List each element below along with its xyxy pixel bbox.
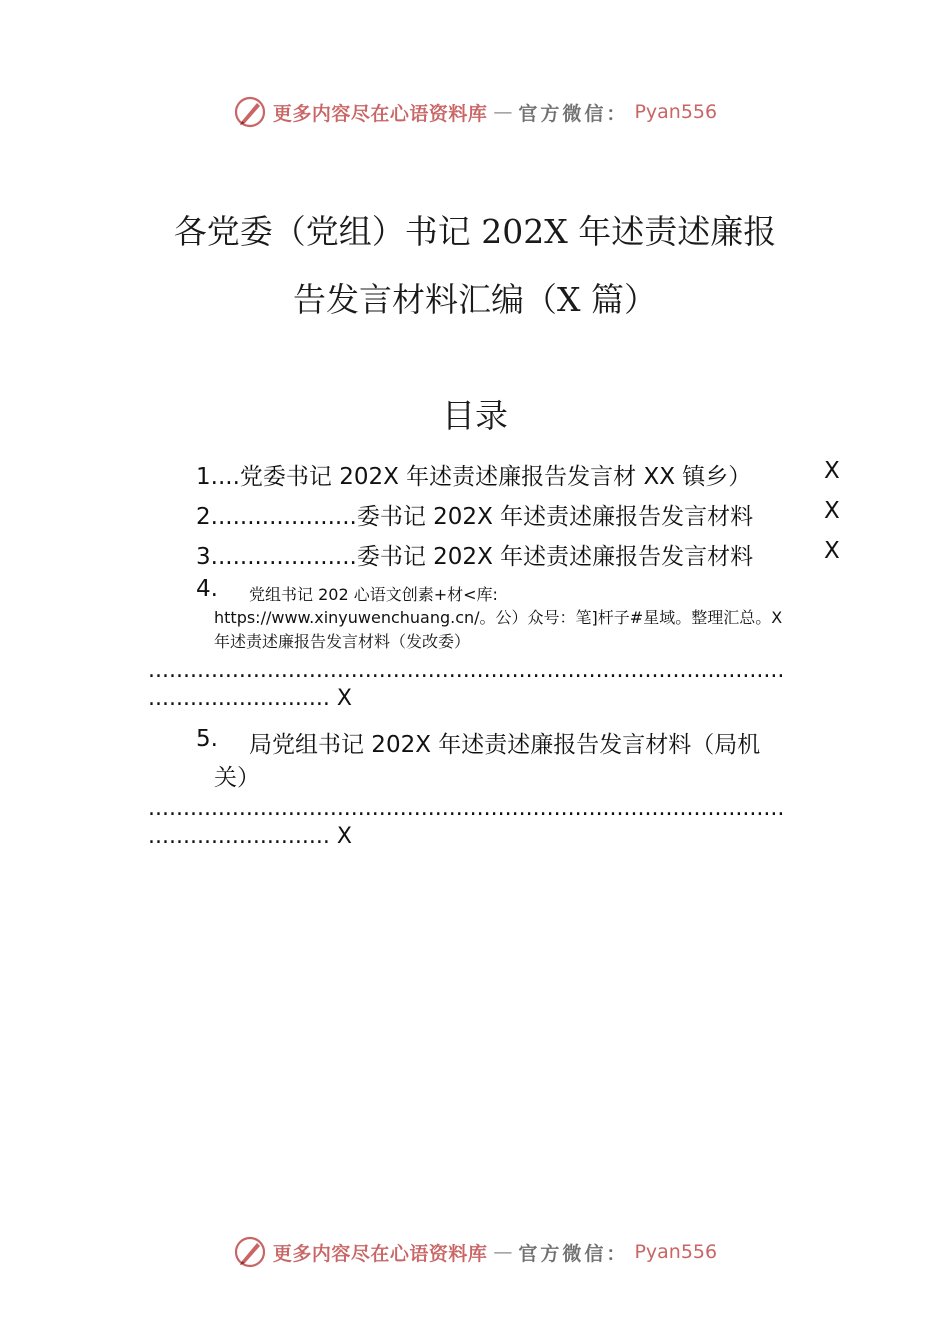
toc-item-3-page: X	[824, 538, 840, 564]
toc-item-5-leader-dots: ...........................................................................................	[148, 796, 785, 821]
document-title-line1: 各党委（党组）书记 202X 年述责述廉报	[173, 212, 777, 251]
toc-item-4-line3: 年述责述廉报告发言材料（发改委）	[214, 632, 471, 651]
toc-item-4-number: 4.	[196, 576, 218, 602]
watermark-id: Pyan556	[634, 1241, 718, 1263]
pen-logo-icon	[233, 95, 267, 129]
pen-logo-icon	[233, 1235, 267, 1269]
toc-item-2-page: X	[824, 498, 840, 524]
toc-item-5-line2: 关）	[214, 765, 260, 791]
toc-item-4-leader-dots-2: .......................... X	[148, 686, 352, 711]
toc-item-1[interactable]	[196, 458, 840, 491]
watermark-sub: 官方微信：	[518, 1242, 629, 1265]
toc-item-5-leader-dots-2: .......................... X	[148, 824, 352, 849]
toc-item-5-number: 5.	[196, 726, 218, 752]
toc-item-2-text: 2....................委书记 202X 年述责述廉报告发言材料	[196, 504, 754, 530]
toc-heading: 目录	[442, 396, 508, 435]
toc-item-3-text: 3....................委书记 202X 年述责述廉报告发言材料	[196, 544, 754, 570]
toc-item-5-line1: 局党组书记 202X 年述责述廉报告发言材料（局机	[249, 732, 761, 758]
toc-item-5-page: X	[336, 824, 352, 849]
toc-item-2[interactable]	[196, 498, 840, 531]
watermark-text: 更多内容尽在心语资料库	[272, 1242, 488, 1265]
watermark-separator: —	[493, 1241, 513, 1263]
toc-item-3[interactable]	[196, 538, 840, 571]
watermark-id: Pyan556	[634, 101, 718, 123]
toc-item-4-line1: 党组书记 202 心语文创素+材<库:	[249, 585, 498, 604]
footer-watermark	[0, 1232, 950, 1272]
toc-item-4-leader-dots: ...........................................................................................	[148, 658, 785, 683]
document-title-line2: 告发言材料汇编（X 篇）	[293, 280, 657, 319]
toc-item-1-text: 1....党委书记 202X 年述责述廉报告发言材 XX 镇乡）	[196, 464, 752, 490]
watermark-text: 更多内容尽在心语资料库	[272, 102, 488, 125]
toc-item-1-page: X	[824, 458, 840, 484]
toc-item-4-page: X	[336, 686, 352, 711]
toc-item-4-line2: https://www.xinyuwenchuang.cn/。公）众号：笔]杆子#星域。整理汇总。X	[214, 608, 783, 627]
header-watermark	[0, 92, 950, 132]
watermark-separator: —	[493, 101, 513, 123]
watermark-sub: 官方微信：	[518, 102, 629, 125]
